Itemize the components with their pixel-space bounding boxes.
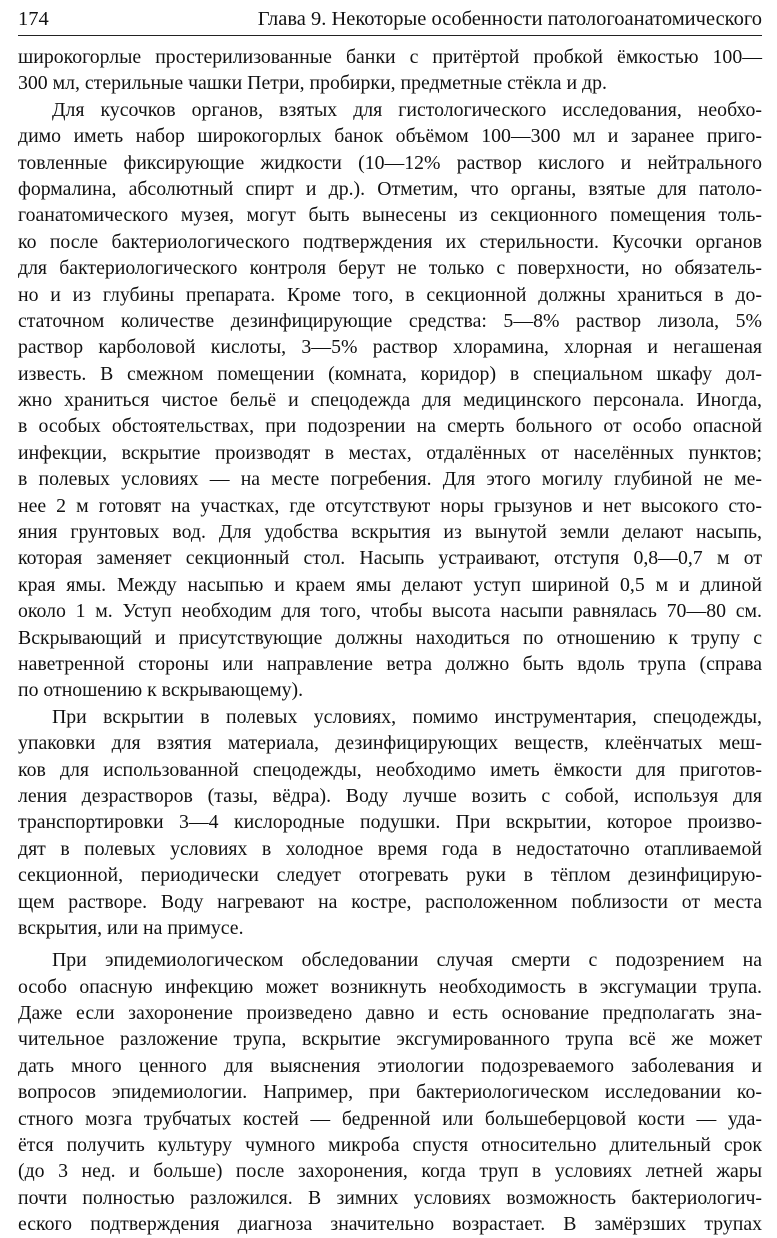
text-line: формалина, абсолютный спирт и др.). Отметим, что органы, взятые для патоло- xyxy=(18,177,762,200)
text-line: гоанатомического музея, могут быть вынесены из секционного помещения толь- xyxy=(18,204,762,227)
text-line: нее 2 м готовят на участках, где отсутствуют норы грызунов и нет высокого сто- xyxy=(18,494,762,517)
text-line: чительное разложение трупа, вскрытие эксгумированного трупа всё же может xyxy=(18,1028,762,1051)
text-line: стного мозга трубчатых костей — бедренной или большеберцовой кости — уда- xyxy=(18,1107,762,1130)
text-line: особо опасную инфекцию может возникнуть необходимость в эксгумации трупа. xyxy=(18,975,762,998)
text-line: секционной, периодически следует отогревать руки в тёплом дезинфицирую- xyxy=(18,864,762,887)
text-line: широкогорлые простерилизованные банки с притёртой пробкой ёмкостью 100— xyxy=(18,46,762,68)
text-line: в особых обстоятельствах, при подозрении на смерть больного от особо опасной xyxy=(18,415,762,438)
text-line: наветренной стороны или направление ветра должно быть вдоль трупа (справа xyxy=(18,652,762,675)
text-line: дать много ценного для выяснения этиологии подозреваемого заболевания и xyxy=(18,1054,762,1077)
running-head xyxy=(18,6,762,36)
text-line: известь. В смежном помещении (комната, коридор) в специальном шкафу дол- xyxy=(18,362,762,385)
text-line: жно храниться чистое бельё и спецодежда для медицинского персонала. Иногда, xyxy=(18,389,762,412)
text-line: в полевых условиях — на месте погребения. Для этого могилу глубиной не ме- xyxy=(18,468,762,491)
text-line: статочном количестве дезинфицирующие средства: 5—8% раствор лизола, 5% xyxy=(18,309,762,332)
text-line: Даже если захоронение произведено давно и есть основание предполагать зна- xyxy=(18,1002,762,1025)
text-line: но и из глубины препарата. Кроме того, в секционной должны храниться в до- xyxy=(18,283,762,306)
text-line: При эпидемиологическом обследовании случая смерти с подозрением на xyxy=(52,949,762,972)
text-line: димо иметь набор широкогорлых банок объёмом 100—300 мл и заранее приго- xyxy=(18,125,762,148)
page-number: 174 xyxy=(18,8,49,30)
body-text xyxy=(18,44,762,1238)
text-line: упаковки для взятия материала, дезинфицирующих веществ, клеёнчатых меш- xyxy=(18,732,762,755)
text-line: почти полностью разложился. В зимних условиях возможность бактериологич- xyxy=(18,1186,762,1209)
text-line: товленные фиксирующие жидкости (10—12% раствор кислого и нейтрального xyxy=(18,151,762,174)
text-line: инфекции, вскрытие производят в местах, отдалённых от населённых пунктов; xyxy=(18,441,762,464)
text-line: Для кусочков органов, взятых для гистологического исследования, необхо- xyxy=(52,98,762,121)
text-line: вскрытия, или на примусе. xyxy=(18,916,244,939)
text-line: ков для использованной спецодежды, необходимо иметь ёмкости для приготов- xyxy=(18,758,762,781)
text-line: по отношению к вскрывающему). xyxy=(18,679,304,702)
text-line: ления дезрастворов (тазы, вёдра). Воду лучше возить с собой, используя для xyxy=(18,784,762,807)
chapter-title: Глава 9. Некоторые особенности патологоанатомического xyxy=(257,8,762,30)
text-line: (до 3 нед. и больше) после захоронения, когда труп в условиях летней жары xyxy=(18,1160,762,1183)
text-line: еского подтверждения диагноза значительно возрастает. В замёрзших трупах xyxy=(18,1213,762,1236)
text-line: транспортировки 3—4 кислородные подушки. При вскрытии, которое произво- xyxy=(18,811,762,834)
text-line: которая заменяет секционный стол. Насыпь устраивают, отступя 0,8—0,7 м от xyxy=(18,547,762,570)
book-page xyxy=(18,6,762,1238)
text-line: Вскрывающий и присутствующие должны находиться по отношению к трупу с xyxy=(18,626,762,649)
text-line: края ямы. Между насыпью и краем ямы делают уступ шириной 0,5 м и длиной xyxy=(18,573,762,596)
text-line: вопросов эпидемиологии. Например, при бактериологическом исследовании ко- xyxy=(18,1081,762,1104)
text-line: При вскрытии в полевых условиях, помимо инструментария, спецодежды, xyxy=(52,705,762,728)
text-line: около 1 м. Уступ необходим для того, чтобы высота насыпи равнялась 70—80 см. xyxy=(18,600,762,623)
text-line: раствор карболовой кислоты, 3—5% раствор хлорамина, хлорная и негашеная xyxy=(18,336,762,359)
text-line: яния грунтовых вод. Для удобства вскрытия из вынутой земли делают насыпь, xyxy=(18,521,762,544)
text-line: ко после бактериологического подтверждения их стерильности. Кусочки органов xyxy=(18,230,762,253)
text-line: 300 мл, стерильные чашки Петри, пробирки, предметные стёкла и др. xyxy=(18,72,607,95)
text-line: дят в полевых условиях в холодное время года в недостаточно отапливаемой xyxy=(18,837,762,860)
text-line: ётся получить культуру чумного микроба спустя относительно длительный срок xyxy=(18,1134,762,1157)
text-line: для бактериологического контроля берут не только с поверхности, но обязатель- xyxy=(18,257,762,280)
text-line: щем растворе. Воду нагревают на костре, расположенном поблизости от места xyxy=(18,890,762,913)
